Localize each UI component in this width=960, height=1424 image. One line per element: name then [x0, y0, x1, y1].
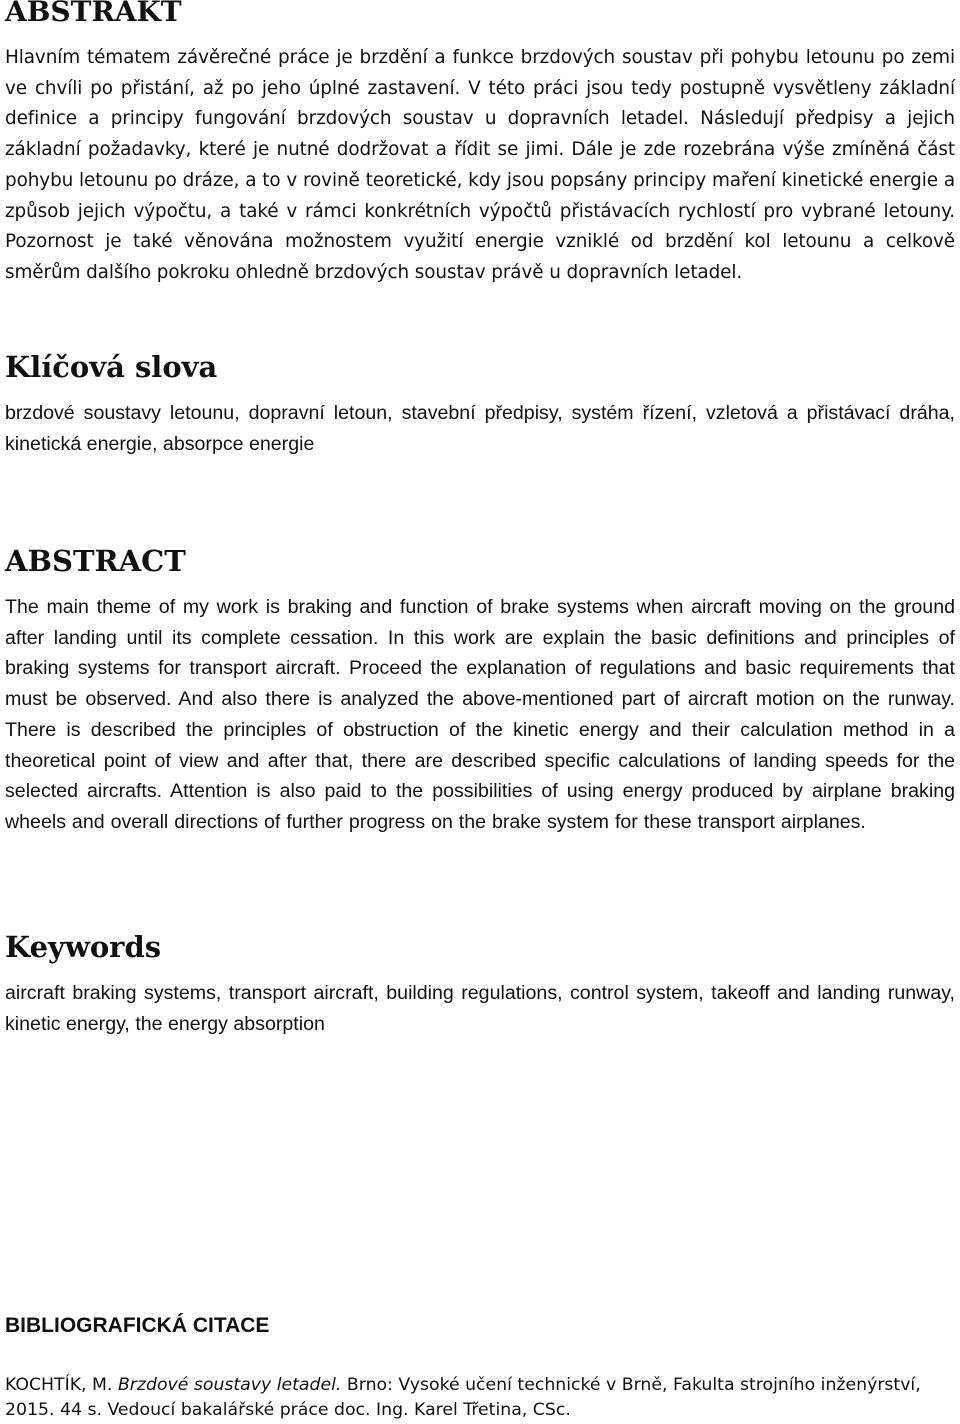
citation-publisher: Brno: Vysoké učení technické v Brně, Fakulta strojního inženýrství, 2015. 44 s. Vedoucí bakalářské práce doc. Ing. Karel Třetina, CSc.	[5, 1375, 921, 1420]
citation-author: KOCHTÍK, M.	[5, 1375, 113, 1395]
bibliographic-citation	[5, 1373, 955, 1423]
citation-title: Brzdové soustavy letadel.	[117, 1375, 342, 1395]
abstract-text: The main theme of my work is braking and function of brake systems when aircraft moving on the ground after landing until its complete cessation. In this work are explain the basic definitions and principles of braking systems for transport aircraft. Proceed the explanation of regulations and basic requirements that must be observed. And also there is analyzed the above-mentioned part of aircraft motion on the runway. There is described the principles of obstruction of the kinetic energy and their calculation method in a theoretical point of view and after that, there are described specific calculations of landing speeds for the selected aircrafts. Attention is also paid to the possibilities of using energy produced by airplane braking wheels and overall directions of further progress on the brake system for these transport airplanes.	[5, 596, 955, 833]
keywords-heading: Keywords	[5, 930, 162, 964]
klicova-slova-text: brzdové soustavy letounu, dopravní letoun, stavební předpisy, systém řízení, vzletová a přistávací dráha, kinetická energie, absorpce energie	[5, 402, 955, 455]
bibliographic-citation-heading: BIBLIOGRAFICKÁ CITACE	[5, 1314, 270, 1337]
abstrakt-heading: ABSTRAKT	[5, 0, 182, 28]
keywords-text: aircraft braking systems, transport aircraft, building regulations, control system, takeoff and landing runway, kinetic energy, the energy absorption	[5, 982, 955, 1035]
abstract-heading: ABSTRACT	[5, 544, 186, 578]
abstrakt-text: Hlavním tématem závěrečné práce je brzdění a funkce brzdových soustav při pohybu letounu po zemi ve chvíli po přistání, až po jeho úplné zastavení. V této práci jsou tedy postupně vysvětleny základní definice a principy fungování brzdových soustav u dopravních letadel. Následují předpisy a jejich základní požadavky, které je nutné dodržovat a řídit se jimi. Dále je zde rozebrána výše zmíněná část pohybu letounu po dráze, a to v rovině teoretické, kdy jsou popsány principy maření kinetické energie a způsob jejich výpočtu, a také v rámci konkrétních výpočtů přistávacích rychlostí pro vybrané letouny. Pozornost je také věnována možnostem využití energie vzniklé od brzdění kol letounu a celkově směrům dalšího pokroku ohledně brzdových soustav právě u dopravních letadel.	[5, 47, 955, 283]
klicova-slova-heading: Klíčová slova	[5, 350, 218, 384]
